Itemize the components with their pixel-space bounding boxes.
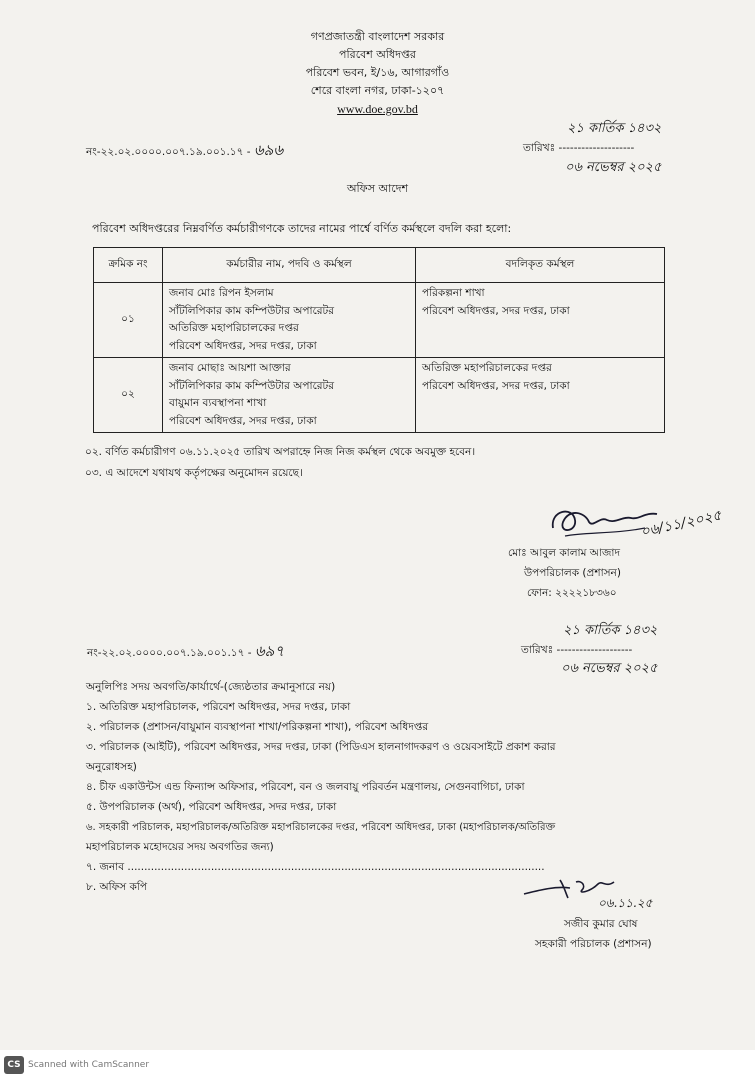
employee-location: পরিবেশ অধিদপ্তর, সদর দপ্তর, ঢাকা <box>169 339 317 352</box>
table-header-row <box>94 248 665 283</box>
date-english-2: ০৬ নভেম্বর ২০২৫ <box>561 661 658 676</box>
copy-heading: অনুলিপিঃ সদয় অবগতি/কার্যার্থে-(জ্যেষ্ঠতার ক্রমানুসারে নয়) <box>86 681 336 693</box>
copy-item-2: ২. পরিচালক (প্রশাসন/বায়ুমান ব্যবস্থাপনা শাখা/পরিকল্পনা শাখা), পরিবেশ অধিদপ্তর <box>86 721 429 733</box>
memo-number-2-handwritten: ৬৯৭ <box>254 642 285 660</box>
copy-item-3-cont: অনুরোধসহ) <box>86 761 137 773</box>
intro-text: পরিবেশ অধিদপ্তরের নিম্নবর্ণিত কর্মচারীগণকে তাদের নামের পার্শ্বে বর্ণিত কর্মস্থলে বদলি করা হলো: <box>92 222 512 235</box>
memo-number-2 <box>87 640 284 665</box>
header-website: www.doe.gov.bd <box>337 102 418 116</box>
date-bangla-1: ২১ কার্তিক ১৪৩২ <box>567 121 662 136</box>
row-transfer <box>416 358 665 433</box>
memo-number-1-handwritten: ৬৯৬ <box>253 141 284 159</box>
copy-item-5: ৫. উপপরিচালক (অর্থ), পরিবেশ অধিদপ্তর, সদর দপ্তর, ঢাকা <box>86 801 337 813</box>
copy-item-1: ১. অতিরিক্ত মহাপরিচালক, পরিবেশ অধিদপ্তর, সদর দপ্তর, ঢাকা <box>86 701 351 713</box>
memo-number-1 <box>86 139 283 164</box>
signatory-2-designation: সহকারী পরিচালক (প্রশাসন) <box>535 938 652 950</box>
signatory-1-phone: ফোন: ২২২২১৮৩৬০ <box>527 587 617 599</box>
signatory-1-name: মোঃ আবুল কালাম আজাদ <box>508 547 620 559</box>
copy-item-7: ৭. জনাব ............................................................................................................................. <box>86 861 545 873</box>
copy-item-8: ৮. অফিস কপি <box>86 881 148 893</box>
employee-designation: সাঁটলিপিকার কাম কম্পিউটার অপারেটর <box>169 304 335 317</box>
row-serial: ০১ <box>94 283 163 358</box>
employee-name: জনাব মোঃ রিপন ইসলাম <box>169 287 274 299</box>
copy-item-6-cont: মহাপরিচালক মহোদয়ের সদয় অবগতির জন্য) <box>86 841 274 853</box>
transfer-table <box>93 247 665 433</box>
memo-number-2-prefix: নং-২২.০২.০০০০.০০৭.১৯.০০১.১৭ - <box>87 647 252 659</box>
copy-item-3: ৩. পরিচালক (আইটি), পরিবেশ অধিদপ্তর, সদর দপ্তর, ঢাকা (পিডিএস হালনাগাদকরণ ও ওয়েবসাইটে প্রকাশ করার <box>86 741 556 753</box>
transfer-office: অতিরিক্ত মহাপরিচালকের দপ্তর <box>422 362 552 374</box>
employee-office: বায়ুমান ব্যবস্থাপনা শাখা <box>169 397 267 409</box>
signature-1-date: ০৬/১১/২০২৫ <box>639 507 723 541</box>
date-label-2: তারিখঃ <box>521 644 554 656</box>
row-employee <box>163 358 416 433</box>
table-row <box>94 283 665 358</box>
employee-name: জনাব মোছাঃ আয়শা আক্তার <box>169 362 291 374</box>
camscanner-logo: CS <box>4 1056 24 1074</box>
header-serial: ক্রমিক নং <box>94 248 163 283</box>
signature-2-date: ০৬.১১.২৫ <box>598 896 653 910</box>
date-dashes-1: -------------------- <box>558 142 635 154</box>
header-address-1: পরিবেশ ভবন, ই/১৬, আগারগাঁও <box>305 66 450 79</box>
note-release: ০২. বর্ণিত কর্মচারীগণ ০৬.১১.২০২৫ তারিখ অপরাহ্নে নিজ নিজ কর্মস্থল থেকে অবমুক্ত হবেন। <box>85 446 476 458</box>
date-dashes-2: -------------------- <box>556 644 633 656</box>
date-line-1 <box>523 141 634 158</box>
header-department: পরিবেশ অধিদপ্তর <box>339 48 416 61</box>
table-row <box>94 358 665 433</box>
row-employee <box>163 283 416 358</box>
row-transfer <box>416 283 665 358</box>
signatory-1-designation: উপপরিচালক (প্রশাসন) <box>524 567 621 579</box>
employee-designation: সাঁটলিপিকার কাম কম্পিউটার অপারেটর <box>169 379 335 392</box>
signatory-2-name: সজীব কুমার ঘোষ <box>564 918 638 930</box>
date-bangla-2: ২১ কার্তিক ১৪৩২ <box>563 623 658 638</box>
transfer-location: পরিবেশ অধিদপ্তর, সদর দপ্তর, ঢাকা <box>422 379 570 392</box>
date-label-1: তারিখঃ <box>523 142 556 154</box>
header-govt: গণপ্রজাতন্ত্রী বাংলাদেশ সরকার <box>310 30 445 43</box>
transfer-office: পরিকল্পনা শাখা <box>422 287 485 299</box>
copy-item-6: ৬. সহকারী পরিচালক, মহাপরিচালক/অতিরিক্ত মহাপরিচালকের দপ্তর, পরিবেশ অধিদপ্তর, ঢাকা (মহাপরিচালক/অতিরিক্ত <box>86 822 556 833</box>
header-address-2: শেরে বাংলা নগর, ঢাকা-১২০৭ <box>310 84 445 97</box>
memo-number-1-prefix: নং-২২.০২.০০০০.০০৭.১৯.০০১.১৭ - <box>86 146 251 158</box>
header-transfer: বদলিকৃত কর্মস্থল <box>416 248 665 283</box>
note-approval: ০৩. এ আদেশে যথাযথ কর্তৃপক্ষের অনুমোদন রয়েছে। <box>85 467 303 479</box>
date-line-2 <box>521 643 632 660</box>
employee-location: পরিবেশ অধিদপ্তর, সদর দপ্তর, ঢাকা <box>169 414 317 427</box>
header-employee: কর্মচারীর নাম, পদবি ও কর্মস্থল <box>163 248 416 283</box>
copy-item-4: ৪. চীফ একাউন্টস এন্ড ফিন্যান্স অফিসার, পরিবেশ, বন ও জলবায়ু পরিবর্তন মন্ত্রণালয়, সেগুনবাগিচা, ঢাকা <box>86 781 525 793</box>
date-english-1: ০৬ নভেম্বর ২০২৫ <box>565 160 662 175</box>
document-title: অফিস আদেশ <box>346 182 408 195</box>
row-serial: ০২ <box>94 358 163 433</box>
transfer-location: পরিবেশ অধিদপ্তর, সদর দপ্তর, ঢাকা <box>422 304 570 317</box>
employee-office: অতিরিক্ত মহাপরিচালকের দপ্তর <box>169 322 299 334</box>
camscanner-text: Scanned with CamScanner <box>28 1060 150 1070</box>
